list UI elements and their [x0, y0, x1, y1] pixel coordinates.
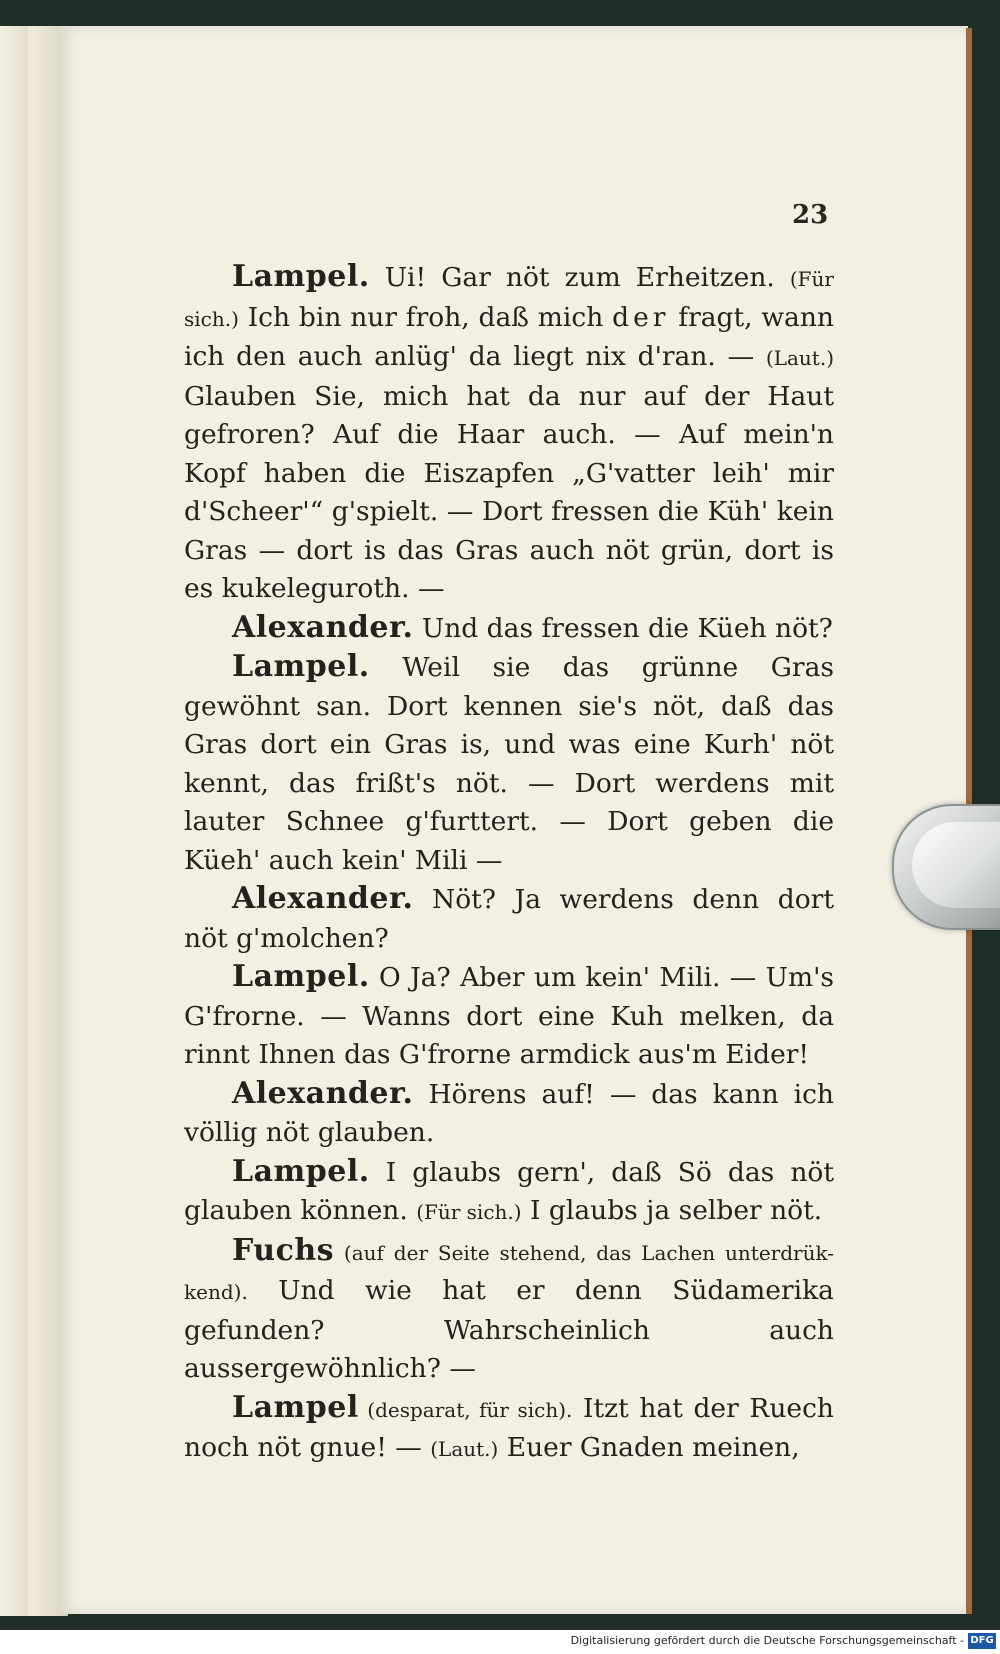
- dialogue-text: Euer Gnaden meinen,: [498, 1432, 800, 1463]
- dialogue-text: Hörens auf! — das kann ich völlig nöt glauben.: [184, 1078, 834, 1148]
- dialogue-text: Nöt? Ja werdens denn dort nöt g'molchen?: [184, 884, 834, 954]
- dialogue-paragraph: [184, 1075, 834, 1153]
- speaker-name: Lampel.: [232, 959, 370, 994]
- dfg-logo: DFG: [968, 1633, 996, 1649]
- footer-credit: Digitalisierung gefördert durch die Deutsche Forschungsgemeinschaft -: [570, 1634, 964, 1647]
- speaker-name: Fuchs: [232, 1232, 335, 1268]
- dialogue-text: Itzt hat der Ruech noch nöt gnue! —: [184, 1392, 834, 1463]
- page-number: 23: [792, 200, 829, 230]
- dialogue-text: I glaubs ja selber nöt.: [521, 1195, 823, 1226]
- speaker-name: Alexander.: [232, 881, 414, 916]
- dialogue-text: O Ja? Aber um kein' Mili. — Um's G'frorne. — Wanns dort eine Kuh melken, da rinnt Ihnen das G'frorne armdick aus'm Eider!: [184, 962, 834, 1070]
- speaker-name: Lampel.: [232, 1153, 370, 1189]
- stage-direction: (auf der Seite stehend, das Lachen unterdrük-kend).: [184, 1240, 834, 1304]
- dialogue-text: Und wie hat er denn Südamerika gefunden? Wahrscheinlich auch aussergewöhnlich? —: [184, 1275, 834, 1384]
- stage-direction: (desparat, für sich).: [358, 1397, 573, 1422]
- dialogue-paragraph: [184, 609, 834, 649]
- speaker-name: Alexander.: [232, 609, 414, 645]
- dialogue-text: Ich bin nur froh, daß mich: [238, 301, 613, 333]
- dialogue-text: Und das fressen die Küeh nöt?: [413, 612, 833, 644]
- dialogue-paragraph: [184, 648, 834, 880]
- stage-direction: (Laut.): [430, 1437, 499, 1461]
- page-clip-highlight: [912, 822, 1000, 908]
- page-body-text: [184, 258, 834, 1469]
- stage-direction: (Laut.): [765, 346, 834, 370]
- dialogue-text: Ui! Gar nöt zum Erheitzen.: [369, 262, 790, 293]
- speaker-name: Lampel.: [232, 259, 370, 294]
- stage-direction: (Für sich.): [416, 1200, 522, 1224]
- dialogue-paragraph: [184, 1232, 834, 1389]
- dialogue-text: I glaubs gern', daß Sö das nöt glauben können.: [184, 1156, 834, 1226]
- speaker-name: Alexander.: [232, 1075, 414, 1111]
- dialogue-text: Glauben Sie, mich hat da nur auf der Haut gefroren? Auf die Haar auch. — Auf mein'n Kopf haben die Eiszapfen „G'vatter leih' mir d'Scheer'“ g'spielt. — Dort fressen die Küh' kein Gras — dort is das Gras auch nöt grün, dort is es kukeleguroth. —: [184, 380, 834, 604]
- dialogue-paragraph: [184, 958, 834, 1075]
- dialogue-paragraph: [184, 880, 834, 958]
- stage-direction: (Für sich.): [184, 267, 834, 331]
- speaker-name: Lampel.: [232, 649, 370, 684]
- dialogue-paragraph: [184, 1153, 834, 1232]
- book-spine-edge: [0, 26, 28, 1616]
- dialogue-text: fragt, wann ich den auch anlüg' da liegt nix d'ran. —: [184, 301, 834, 372]
- dialogue-paragraph: [184, 258, 834, 609]
- speaker-name: Lampel: [232, 1389, 359, 1425]
- dialogue-text: Weil sie das grünne Gras gewöhnt san. Dort kennen sie's nöt, daß das Gras dort ein Gras is, und was eine Kurh' nöt kennt, das frißt's nöt. — Dort werdens mit lauter Schnee g'furttert. — Dort geben die Küeh' auch kein' Mili —: [184, 652, 834, 876]
- emphasized-word: der: [612, 301, 670, 333]
- dialogue-paragraph: [184, 1389, 834, 1469]
